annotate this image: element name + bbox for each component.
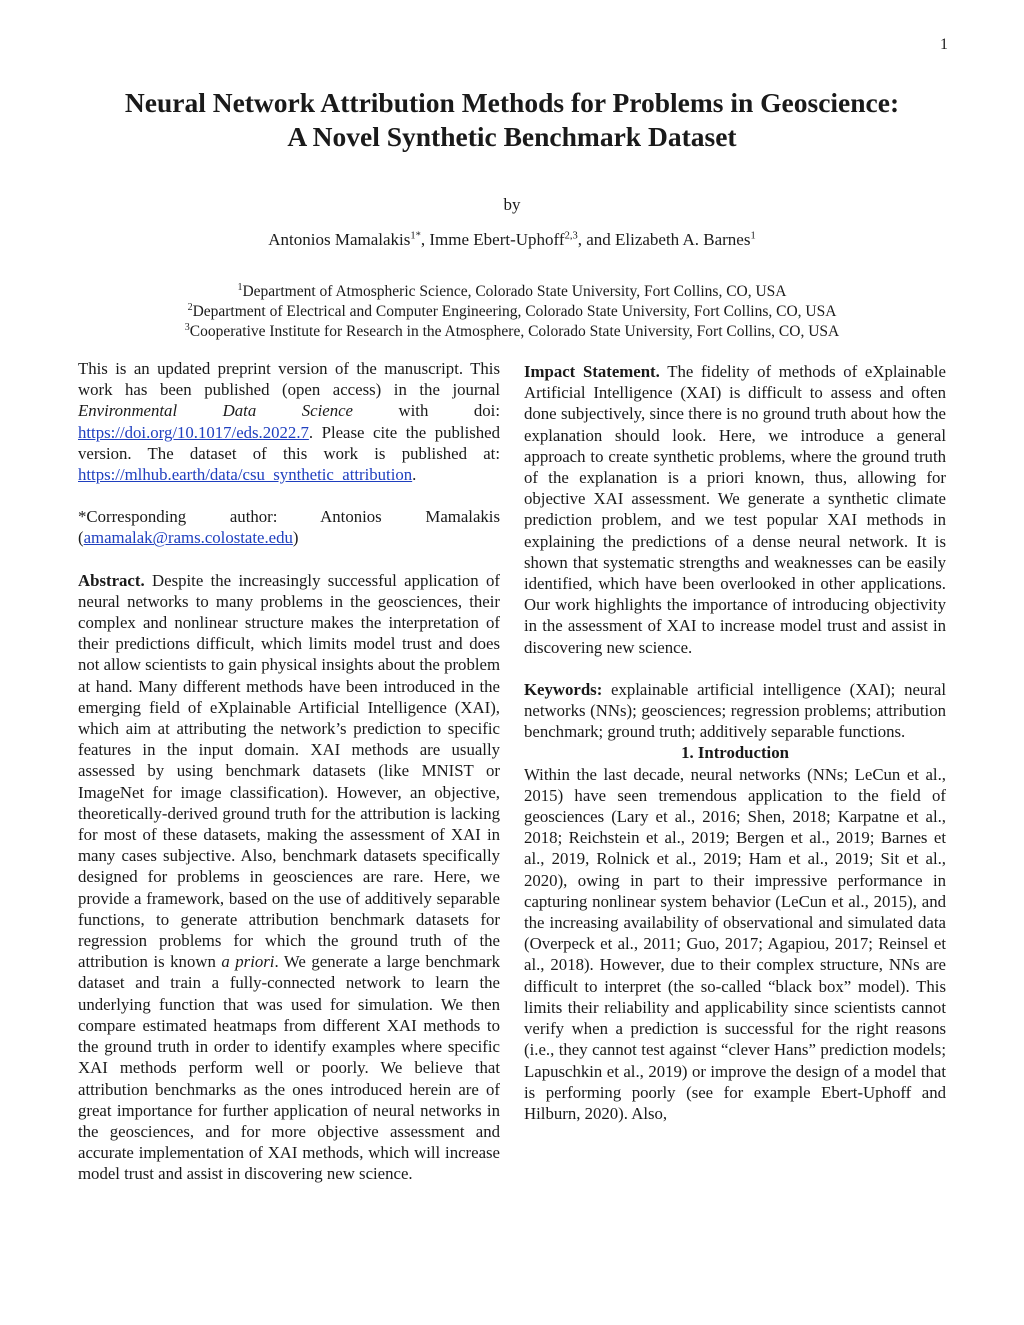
abstract-italic: a priori	[221, 952, 275, 972]
affiliation-number: 2	[187, 301, 193, 313]
author-name: Elizabeth A. Barnes	[614, 230, 751, 249]
preprint-text: .	[412, 465, 417, 485]
affiliation-text: Department of Atmospheric Science, Colorado State University, Fort Collins, CO, USA	[242, 283, 787, 300]
corresponding-author	[78, 506, 500, 548]
affiliation-item	[0, 302, 1024, 322]
author-name: Imme Ebert-Uphoff	[429, 230, 565, 249]
affiliation-number: 1	[237, 281, 243, 293]
keywords	[524, 679, 946, 743]
journal-name: Environmental Data Science	[78, 401, 353, 421]
impact-statement	[524, 361, 946, 658]
impact-label: Impact Statement.	[524, 362, 660, 381]
left-column	[78, 358, 500, 1185]
author-name: Antonios Mamalakis	[268, 230, 411, 249]
title-line-2: A Novel Synthetic Benchmark Dataset	[287, 121, 737, 152]
by-line: by	[503, 195, 521, 214]
dataset-link[interactable]: https://mlhub.earth/data/csu_synthetic_attribution	[78, 465, 413, 485]
page-number: 1	[940, 36, 948, 53]
introduction-text: Within the last decade, neural networks (NNs; LeCun et al., 2015) have seen tremendous application to the field of geosciences (Lary et al., 2016; Shen, 2018; Karpatne et al., 2018; Reichstein et al., 2019; Bergen et al., 2019; Barnes et al., 2019, Rolnick et al., 2019; Ham et al., 2019; Sit et al., 2020), owing in part to their impressive performance in capturing nonlinear system behavior (LeCun et al., 2015), and the increasing availability of observational and simulated data (Overpeck et al., 2011; Guo, 2017; Agapiou, 2017; Reinsel et al., 2018). However, due to their complex structure, NNs are difficult to interpret (the so-called “black box” model). This limits their reliability and applicability since scientists cannot verify when a prediction is successful for the right reasons (i.e., they cannot test against “clever Hans” prediction models; Lapuschkin et al., 2019) or improve the design of a model that is performing poorly (see for example Ebert-Uphoff and Hilburn, 2020). Also,	[524, 764, 946, 1123]
impact-text: The fidelity of methods of eXplainable Artificial Intelligence (XAI) is difficult to assess and often done subjectively, since there is no ground truth about how the explanation should look. Here, we introduce a general approach to create synthetic problems, where the ground truth of the explanation is a priori known, thus, allowing for objective XAI assessment. We generate a synthetic climate prediction problem, and we test popular XAI methods in explaining the predictions of a dense neural network. It is shown that systematic strengths and weaknesses can be easily identified, which have been overlooked in other applications. Our work highlights the importance of introducing objectivity in the assessment of XAI to increase model trust and assist in discovering new science.	[524, 362, 947, 657]
abstract	[78, 570, 500, 1185]
abstract-text: Despite the increasingly successful application of neural networks to many problems in the geosciences, their complex and nonlinear structure makes the interpretation of their predictions difficult, which limits model trust and does not allow scientists to gain physical insights about the problem at hand. Many different methods have been introduced in the emerging field of eXplainable Artificial Intelligence (XAI), which aim at attributing the network’s prediction to specific features in the input domain. XAI methods are usually assessed by using benchmark datasets (like MNIST or ImageNet for image classification). However, an objective, theoretically-derived ground truth for the attribution is lacking for most of these datasets, making the assessment of XAI in many cases subjective. Also, benchmark datasets specifically designed for problems in geosciences are rare. Here, we provide a framework, based on the use of additively separable functions, to generate attribution benchmark datasets for regression problems for which the ground truth of the attribution is known	[78, 570, 500, 972]
paper-title	[40, 86, 984, 154]
affiliation-number: 3	[184, 321, 190, 333]
affiliations	[0, 282, 1024, 342]
affiliation-text: Cooperative Institute for Research in the Atmosphere, Colorado State University, Fort Collins, CO, USA	[189, 323, 840, 340]
author-separator: ,	[420, 230, 430, 249]
affiliation-item	[0, 282, 1024, 302]
author-separator: , and	[577, 230, 615, 249]
abstract-label: Abstract.	[78, 570, 145, 590]
corresponding-text: *Corresponding author: Antonios Mamalakis (	[78, 507, 500, 548]
email-link[interactable]: amamalak@rams.colostate.edu	[83, 528, 293, 548]
preprint-text: This is an updated preprint version of the manuscript. This work has been published (open access) in the journal	[78, 359, 500, 400]
doi-link[interactable]: https://doi.org/10.1017/eds.2022.7	[78, 422, 309, 442]
affiliation-item	[0, 322, 1024, 342]
section-heading-introduction: 1. Introduction	[681, 743, 789, 763]
author-superscript: 2,3	[564, 230, 578, 242]
abstract-text: . We generate a large benchmark dataset and train a fully-connected network to learn the underlying function that was used for simulation. We then compare estimated heatmaps from different XAI methods to the ground truth in order to identify examples where specific XAI methods perform well or poorly. We believe that attribution benchmarks as the ones introduced herein are of great importance for further application of neural networks in the geosciences, and for more objective assessment and accurate implementation of XAI methods, which will increase model trust and assist in discovering new science.	[78, 952, 500, 1184]
corresponding-close: )	[292, 528, 299, 548]
right-column	[524, 361, 946, 1124]
title-line-1: Neural Network Attribution Methods for Problems in Geoscience:	[124, 87, 900, 118]
author-list	[0, 230, 1024, 250]
keywords-label: Keywords:	[524, 679, 603, 699]
keywords-text: explainable artificial intelligence (XAI); neural networks (NNs); geosciences; regression problems; attribution benchmark; ground truth; additively separable functions.	[524, 679, 946, 742]
preprint-text: with doi:	[352, 401, 500, 421]
preprint-text: . Please cite the published version. The dataset of this work is published at:	[78, 422, 500, 463]
author-superscript: 1*	[410, 230, 421, 242]
author-superscript: 1	[750, 230, 756, 242]
preprint-note	[78, 358, 500, 485]
affiliation-text: Department of Electrical and Computer Engineering, Colorado State University, Fort Collins, CO, USA	[192, 303, 837, 320]
